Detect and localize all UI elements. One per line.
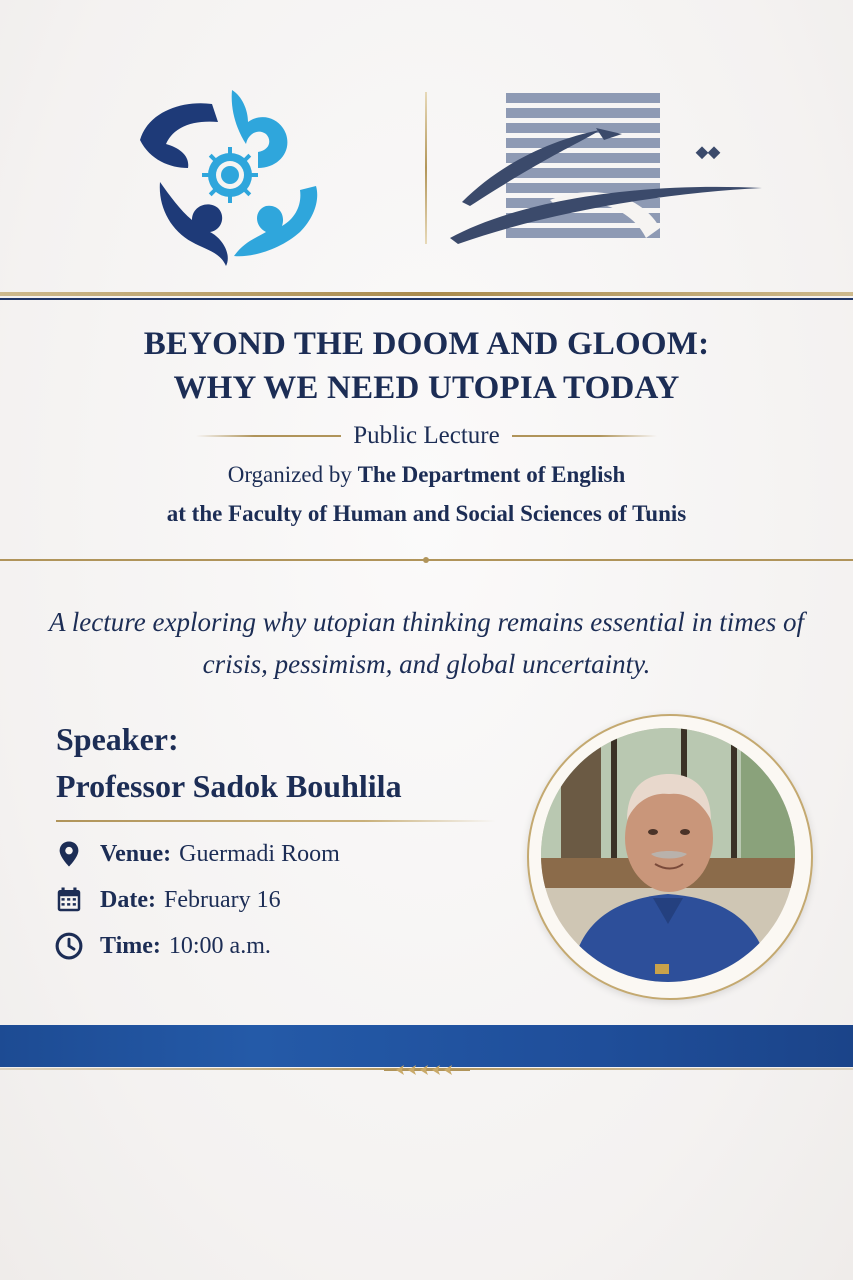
subtitle-row [0, 420, 853, 452]
laurel-ornament-icon [384, 1061, 470, 1079]
speaker-label: Speaker: [56, 721, 179, 757]
top-navy-rule [0, 298, 853, 300]
subtitle-rule-left [196, 435, 341, 437]
faculty-logo-icon [440, 88, 770, 253]
subtitle: Public Lecture [353, 422, 500, 449]
date-row [54, 883, 281, 917]
subtitle-rule-right [512, 435, 657, 437]
date-value: February 16 [163, 886, 281, 913]
venue-row [54, 837, 340, 871]
lecture-title-line-1: BEYOND THE DOOM AND GLOOM: [143, 326, 710, 362]
speaker-rule [56, 820, 496, 822]
organizer-prefix: Organized by [227, 462, 352, 487]
lecture-description: A lecture exploring why utopian thinking remains essential in times of crisis, pessimism, and global uncertainty. [49, 607, 804, 679]
organizer-faculty: at the Faculty of Human and Social Sciences of Tunis [166, 501, 687, 526]
speaker-photo [541, 728, 795, 982]
date-label: Date: [100, 886, 156, 913]
middle-divider [0, 557, 853, 563]
time-label: Time: [100, 932, 161, 959]
clock-icon [54, 931, 84, 961]
university-logo-icon [130, 82, 330, 272]
lecture-title-line-2: WHY WE NEED UTOPIA TODAY [173, 370, 680, 406]
organizer-line [0, 462, 853, 488]
venue-value: Guermadi Room [179, 840, 340, 867]
time-row [54, 929, 271, 963]
time-value: 10:00 a.m. [168, 932, 271, 959]
top-gold-rule [0, 292, 853, 296]
speaker-name: Professor Sadok Bouhlila [56, 768, 402, 804]
calendar-icon [54, 885, 84, 915]
location-pin-icon [54, 839, 84, 869]
logo-divider [425, 92, 427, 244]
venue-label: Venue: [100, 840, 172, 867]
organizer-department: The Department of English [357, 462, 626, 487]
